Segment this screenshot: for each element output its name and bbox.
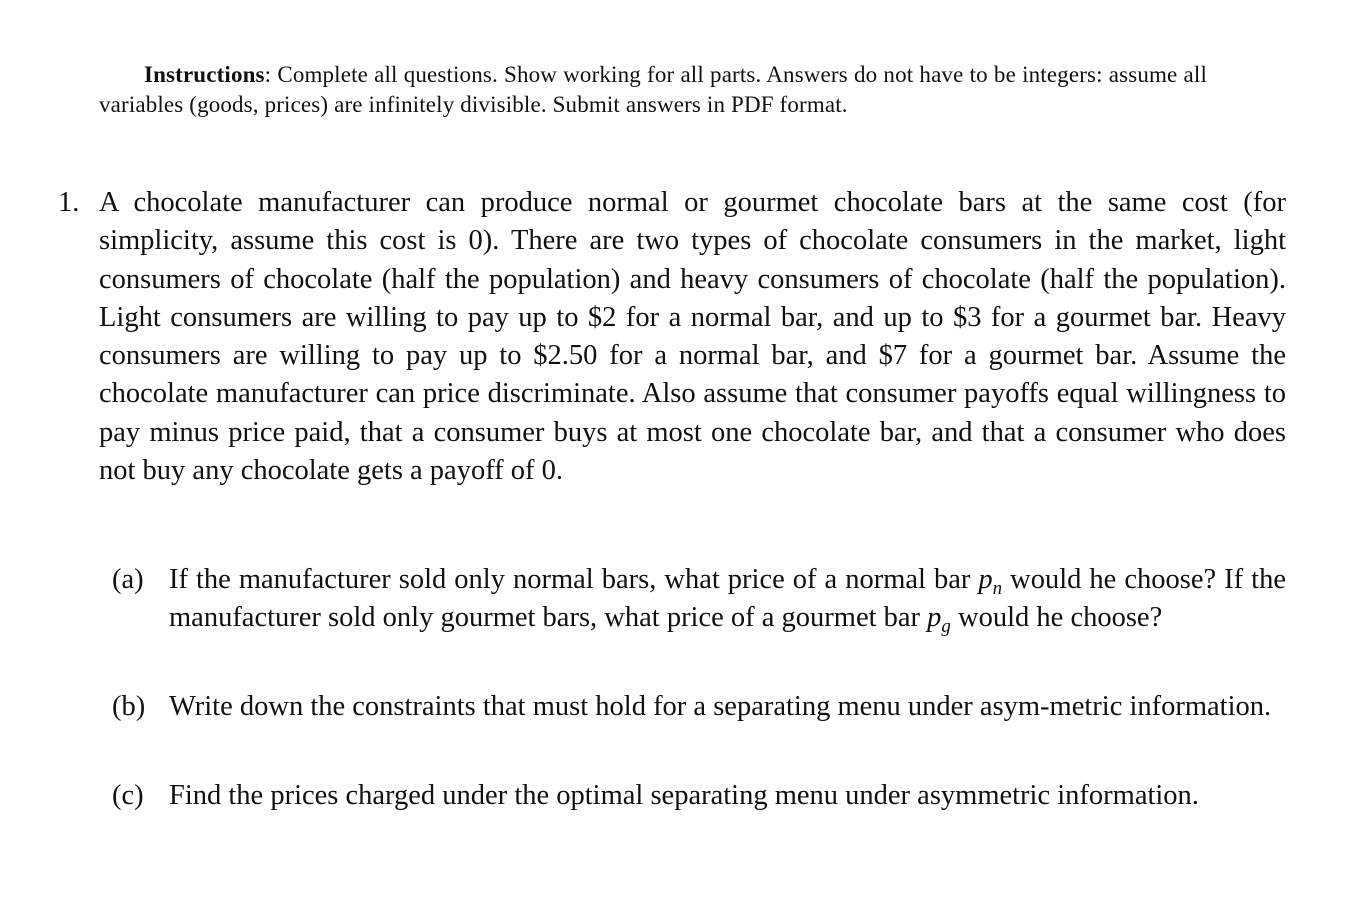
part-b-text: Write down the constraints that must hold for a separating menu under asym-metric information. bbox=[169, 691, 1272, 722]
math-p-g: $p_g$ bbox=[927, 602, 951, 638]
part-a-text bbox=[169, 561, 1286, 638]
part-a-text-3: would he choose? bbox=[950, 602, 1163, 634]
part-b-label: (b) bbox=[112, 691, 146, 722]
instructions-label: Instructions bbox=[144, 62, 265, 87]
part-c-text: Find the prices charged under the optimal separating menu under asymmetric information. bbox=[169, 780, 1199, 811]
part-a-label: (a) bbox=[112, 564, 144, 595]
part-a-text-2: would he choose? If the manufacturer sold only gourmet bars, what price of a gourmet bar bbox=[169, 564, 1286, 634]
part-c-label: (c) bbox=[112, 780, 144, 811]
question-text: A chocolate manufacturer can produce normal or gourmet chocolate bars at the same cost (for simplicity, assume this cost is 0). There are two types of chocolate consumers in the market, light consumers of chocolate (half the population) and heavy consumers of chocolate (half the population). Light consumers are willing to pay up to $2 for a normal bar, and up to $3 for a gourmet bar. Heavy consumers are willing to pay up to $2.50 for a normal bar, and $7 for a gourmet bar. Assume the chocolate manufacturer can price discriminate. Also assume that consumer payoffs equal willingness to pay minus price paid, that a consumer buys at most one chocolate bar, and that a consumer who does not buy any chocolate gets a payoff of 0. bbox=[99, 187, 1286, 487]
part-a-text-1: If the manufacturer sold only normal bars, what price of a normal bar bbox=[169, 564, 979, 595]
instructions-text: : Complete all questions. Show working for all parts. Answers do not have to be integers: assume all variables (goods, prices) are infinitely divisible. Submit answers in PDF format. bbox=[99, 62, 1207, 117]
instructions-paragraph bbox=[99, 60, 1207, 120]
question-number: 1. bbox=[58, 187, 80, 218]
math-p-n: $p_n$ bbox=[978, 564, 1003, 599]
